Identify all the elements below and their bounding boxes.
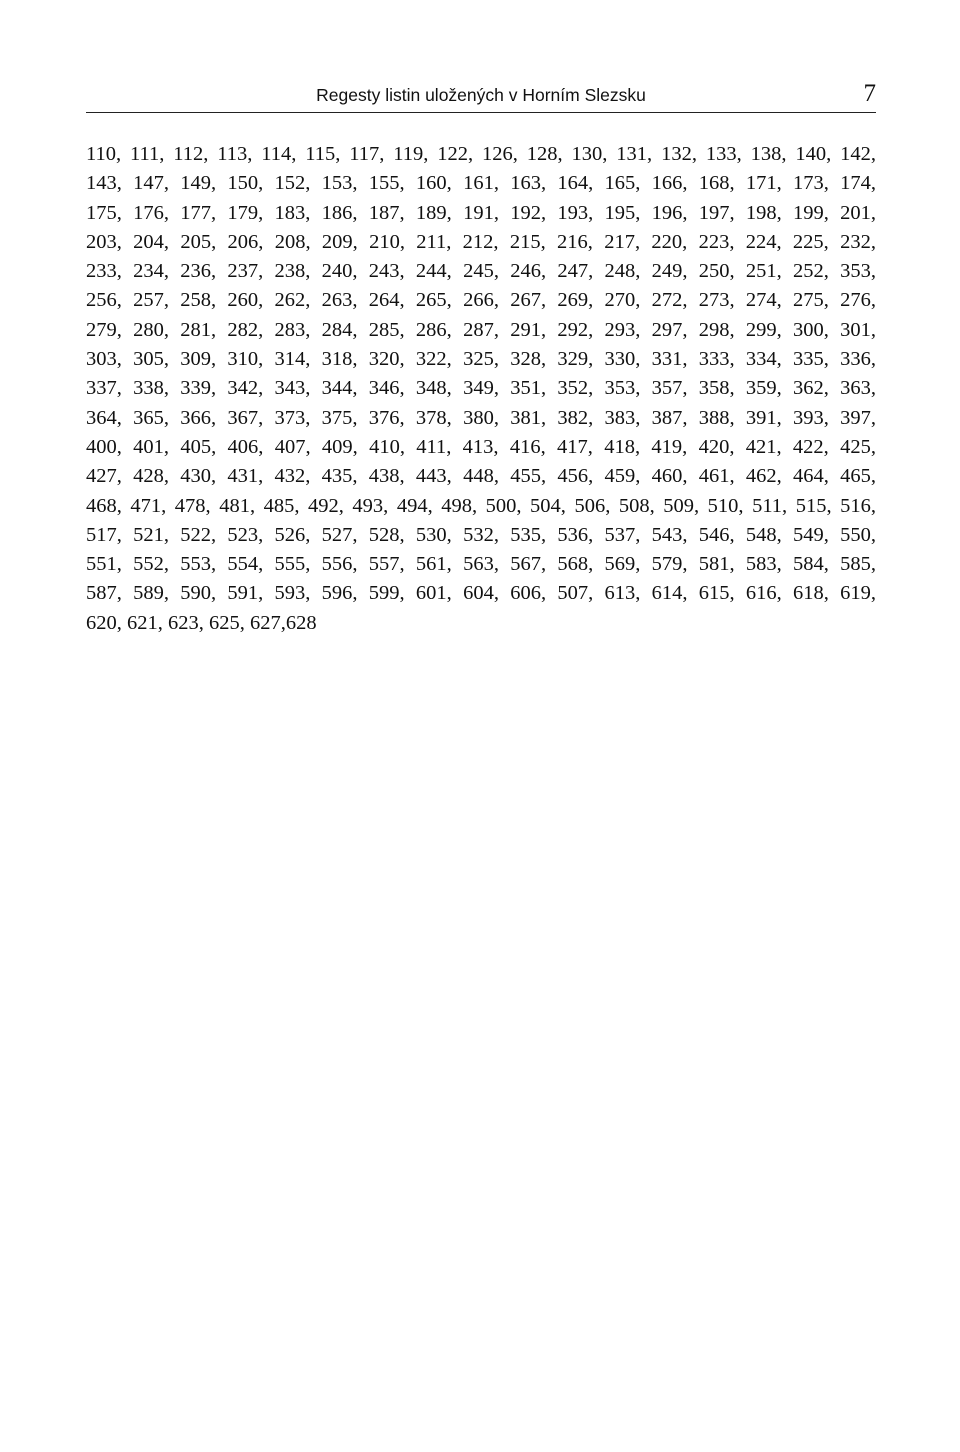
page-number: 7: [863, 80, 876, 107]
text-line: 468, 471, 478, 481, 485, 492, 493, 494, 498, 500, 504, 506, 508, 509, 510, 511, 515, 516,: [86, 494, 876, 517]
running-title: Regesty listin uložených v Horním Slezsku: [316, 85, 646, 105]
text-line: 427, 428, 430, 431, 432, 435, 438, 443, 448, 455, 456, 459, 460, 461, 462, 464, 465,: [86, 465, 876, 488]
text-line: 364, 365, 366, 367, 373, 375, 376, 378, 380, 381, 382, 383, 387, 388, 391, 393, 397,: [86, 406, 876, 429]
text-line-last: 620, 621, 623, 625, 627,628: [86, 611, 317, 634]
text-line: 587, 589, 590, 591, 593, 596, 599, 601, 604, 606, 507, 613, 614, 615, 616, 618, 619,: [86, 582, 876, 605]
text-line: 551, 552, 553, 554, 555, 556, 557, 561, 563, 567, 568, 569, 579, 581, 583, 584, 585,: [86, 553, 876, 576]
text-line: 400, 401, 405, 406, 407, 409, 410, 411, 413, 416, 417, 418, 419, 420, 421, 422, 425,: [86, 435, 876, 458]
text-line: 256, 257, 258, 260, 262, 263, 264, 265, 266, 267, 269, 270, 272, 273, 274, 275, 276,: [86, 289, 876, 312]
running-header: [86, 82, 876, 113]
text-line: 203, 204, 205, 206, 208, 209, 210, 211, 212, 215, 216, 217, 220, 223, 224, 225, 232,: [86, 230, 876, 253]
index-number-list: [86, 140, 876, 638]
text-line: 279, 280, 281, 282, 283, 284, 285, 286, 287, 291, 292, 293, 297, 298, 299, 300, 301,: [86, 318, 876, 341]
text-line: 143, 147, 149, 150, 152, 153, 155, 160, 161, 163, 164, 165, 166, 168, 171, 173, 174,: [86, 172, 876, 195]
text-line: 233, 234, 236, 237, 238, 240, 243, 244, 245, 246, 247, 248, 249, 250, 251, 252, 353,: [86, 260, 876, 283]
text-line: 337, 338, 339, 342, 343, 344, 346, 348, 349, 351, 352, 353, 357, 358, 359, 362, 363,: [86, 377, 876, 400]
text-line: 517, 521, 522, 523, 526, 527, 528, 530, 532, 535, 536, 537, 543, 546, 548, 549, 550,: [86, 523, 876, 546]
text-line: 303, 305, 309, 310, 314, 318, 320, 322, 325, 328, 329, 330, 331, 333, 334, 335, 336,: [86, 348, 876, 371]
text-line: 175, 176, 177, 179, 183, 186, 187, 189, 191, 192, 193, 195, 196, 197, 198, 199, 201,: [86, 201, 876, 224]
text-line: 110, 111, 112, 113, 114, 115, 117, 119, 122, 126, 128, 130, 131, 132, 133, 138, 140, 142,: [86, 143, 876, 165]
